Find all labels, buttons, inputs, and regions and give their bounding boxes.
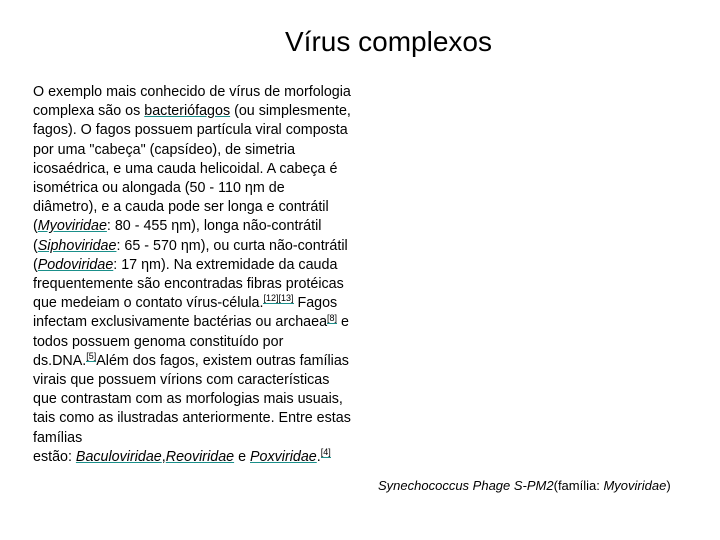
caption-species: Synechococcus Phage S-PM2 <box>378 478 554 493</box>
text-fragment: (ou simplesmente, <box>230 103 351 120</box>
text-line <box>33 102 395 121</box>
text-fragment: ( <box>33 237 38 254</box>
text-fragment: : 17 ηm). Na extremidade da cauda <box>113 256 338 273</box>
text-line: frequentemente são encontradas fibras protéicas <box>33 276 344 293</box>
text-fragment: e <box>234 448 250 465</box>
citation-link-8[interactable]: [8] <box>327 312 338 323</box>
text-fragment: : 65 - 570 ηm), ou curta não-contrátil <box>116 237 348 254</box>
link-reoviridae[interactable]: Reoviridae <box>165 448 235 465</box>
text-fragment: : 80 - 455 ηm), longa não-contrátil <box>106 218 322 235</box>
text-fragment: ( <box>33 218 38 235</box>
link-bacteriofagos[interactable]: bacteriófagos <box>144 103 231 120</box>
text-line <box>33 294 395 313</box>
citation-link-13[interactable]: [13] <box>278 293 294 304</box>
text-line: todos possuem genoma constituído por <box>33 333 284 350</box>
text-line: diâmetro), e a cauda pode ser longa e contrátil <box>33 199 329 216</box>
text-line: icosaédrica, e uma cauda helicoidal. A cabeça é <box>33 160 338 177</box>
link-myoviridae[interactable]: Myoviridae <box>37 218 107 235</box>
text-fragment: ( <box>33 256 38 273</box>
citation-link-12[interactable]: [12] <box>263 293 279 304</box>
text-fragment: infectam exclusivamente bactérias ou archaea <box>33 314 328 331</box>
text-fragment: Fagos <box>293 295 338 312</box>
text-line <box>33 237 395 256</box>
text-fragment: e <box>337 314 349 331</box>
text-line <box>33 448 395 467</box>
link-poxviridae[interactable]: Poxviridae <box>250 448 317 465</box>
text-fragment: Além dos fagos, existem outras famílias <box>96 352 349 369</box>
text-line <box>33 256 395 275</box>
text-fragment: , <box>161 448 166 465</box>
link-baculoviridae[interactable]: Baculoviridae <box>75 448 162 465</box>
slide-title: Vírus complexos <box>285 26 492 57</box>
text-line: virais que possuem vírions com características <box>33 372 330 389</box>
text-line <box>33 352 395 371</box>
text-fragment: . <box>316 448 321 465</box>
text-line: O exemplo mais conhecido de vírus de morfologia <box>33 84 351 100</box>
text-line <box>33 217 395 236</box>
text-fragment: que medeiam o contato vírus-célula. <box>33 295 264 312</box>
text-fragment: estão: <box>33 448 76 465</box>
caption-family: Myoviridae <box>603 478 667 493</box>
text-line: famílias <box>33 429 83 446</box>
text-line: que contrastam com as morfologias mais usuais, <box>33 391 343 408</box>
link-podoviridae[interactable]: Podoviridae <box>37 256 114 273</box>
text-line: tais como as ilustradas anteriormente. Entre estas <box>33 410 351 427</box>
citation-link-4[interactable]: [4] <box>320 447 331 458</box>
image-caption <box>378 478 671 493</box>
citation-link-5[interactable]: [5] <box>86 351 97 362</box>
text-line: por uma "cabeça" (capsídeo), de simetria <box>33 141 296 158</box>
text-fragment: complexa são os <box>33 103 145 120</box>
text-fragment: ds.DNA. <box>33 352 87 369</box>
text-line: fagos). O fagos possuem partícula viral composta <box>33 122 348 139</box>
caption-label: (família: <box>553 478 604 493</box>
text-line: isométrica ou alongada (50 - 110 ηm de <box>33 180 285 197</box>
link-siphoviridae[interactable]: Siphoviridae <box>37 237 117 254</box>
body-paragraph <box>33 83 395 467</box>
text-line <box>33 313 395 332</box>
caption-close: ) <box>666 478 671 493</box>
